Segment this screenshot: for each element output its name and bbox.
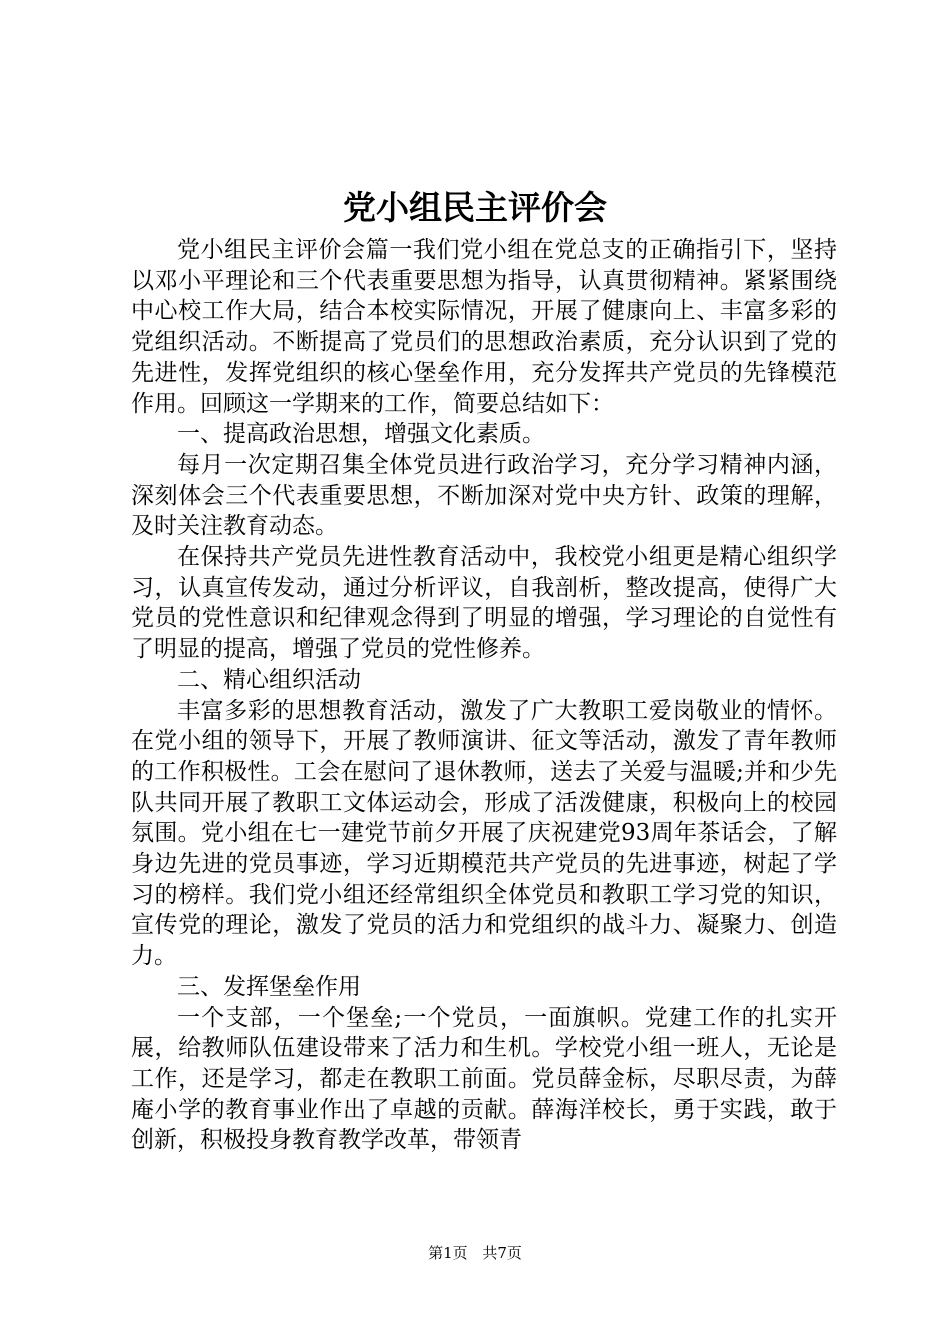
body-paragraph: 在保持共产党员先进性教育活动中，我校党小组更是精心组织学习，认真宣传发动，通过分析评议，自我剖析，整改提高，使得广大党员的党性意识和纪律观念得到了明显的增强，学习理论的自觉性有了明显的提高，增强了党员的党性修养。 bbox=[131, 544, 837, 663]
page-total: 共7页 bbox=[482, 1244, 522, 1262]
section-heading: 二、精心组织活动 bbox=[177, 666, 361, 693]
section-heading: 三、发挥堡垒作用 bbox=[177, 973, 361, 1000]
body-paragraph: 党小组民主评价会篇一我们党小组在党总支的正确指引下，坚持以邓小平理论和三个代表重要思想为指导，认真贯彻精神。紧紧围绕中心校工作大局，结合本校实际情况，开展了健康向上、丰富多彩的党组织活动。不断提高了党员们的思想政治素质，充分认识到了党的先进性，发挥党组织的核心堡垒作用，充分发挥共产党员的先锋模范作用。回顾这一学期来的工作，简要总结如下： bbox=[131, 237, 837, 417]
body-paragraph: 丰富多彩的思想教育活动，激发了广大教职工爱岗敬业的情怀。在党小组的领导下，开展了教师演讲、征文等活动，激发了青年教师的工作积极性。工会在慰问了退休教师，送去了关爱与温暖;并和少先队共同开展了教职工文体运动会，形成了活泼健康，积极向上的校园氛围。党小组在七一建党节前夕开展了庆祝建党93周年茶话会，了解身边先进的党员事迹，学习近期模范共产党员的先进事迹，树起了学习的榜样。我们党小组还经常组织全体党员和教职工学习党的知识，宣传党的理论，激发了党员的活力和党组织的战斗力、凝聚力、创造力。 bbox=[131, 697, 837, 970]
document-body bbox=[131, 235, 837, 1156]
body-paragraph: 每月一次定期召集全体党员进行政治学习，充分学习精神内涵，深刻体会三个代表重要思想，不断加深对党中央方针、政策的理解，及时关注教育动态。 bbox=[131, 451, 837, 540]
page-footer bbox=[0, 1243, 950, 1263]
body-paragraph: 一个支部，一个堡垒;一个党员，一面旗帜。党建工作的扎实开展，给教师队伍建设带来了活力和生机。学校党小组一班人，无论是工作，还是学习，都走在教职工前面。党员薛金标，尽职尽责，为薛庵小学的教育事业作出了卓越的贡献。薛海洋校长，勇于实践，敢于创新，积极投身教育教学改革，带领青 bbox=[131, 1004, 837, 1154]
section-heading: 一、提高政治思想，增强文化素质。 bbox=[177, 421, 545, 448]
page-number: 第1页 bbox=[428, 1244, 468, 1262]
document-title: 党小组民主评价会 bbox=[343, 188, 607, 227]
